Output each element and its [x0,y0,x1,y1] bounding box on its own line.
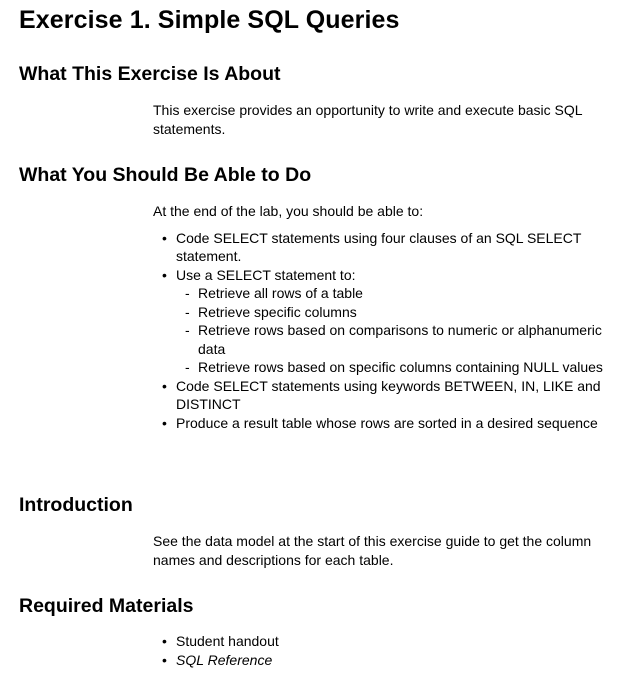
list-item [153,229,623,266]
list-item-text: Use a SELECT statement to: [176,266,356,283]
materials-list [153,632,623,669]
material-sql-reference: SQL Reference [176,651,273,668]
section-heading-objectives: What You Should Be Able to Do [19,164,312,186]
sublist-item-text: Retrieve rows based on specific columns containing NULL values [198,359,603,375]
section-body-introduction [153,532,623,569]
sublist-item [176,321,623,358]
sublist-item [176,358,623,377]
sublist-item-text: Retrieve rows based on comparisons to numeric or alphanumeric data [198,322,602,357]
list-item [153,377,623,414]
section-body-objectives [153,202,623,432]
page-title: Exercise 1. Simple SQL Queries [19,6,400,34]
sublist-item-text: Retrieve all rows of a table [198,285,363,301]
list-item-text: Produce a result table whose rows are sorted in a desired sequence [176,414,598,431]
list-item-text: Code SELECT statements using four clauses of an SQL SELECT statement. [176,229,582,264]
section-heading-materials: Required Materials [19,595,194,617]
sublist-item-text: Retrieve specific columns [198,303,357,320]
list-item [153,266,623,377]
sublist-item [176,303,623,322]
objectives-intro: At the end of the lab, you should be able to: [153,203,424,219]
section-heading-introduction: Introduction [19,494,133,516]
section-heading-about: What This Exercise Is About [19,63,281,85]
about-text: This exercise provides an opportunity to write and execute basic SQL statements. [153,102,583,137]
section-body-about [153,101,623,138]
sublist-item [176,284,623,303]
list-item [153,414,623,433]
introduction-text: See the data model at the start of this exercise guide to get the column names and descriptions for each table. [153,533,592,568]
select-sublist [176,284,623,377]
section-body-materials [153,632,623,669]
list-item-text: Code SELECT statements using keywords BETWEEN, IN, LIKE and DISTINCT [176,377,601,412]
list-item [153,632,623,651]
material-student-handout: Student handout [176,633,279,649]
list-item [153,651,623,670]
objectives-list [153,229,623,433]
